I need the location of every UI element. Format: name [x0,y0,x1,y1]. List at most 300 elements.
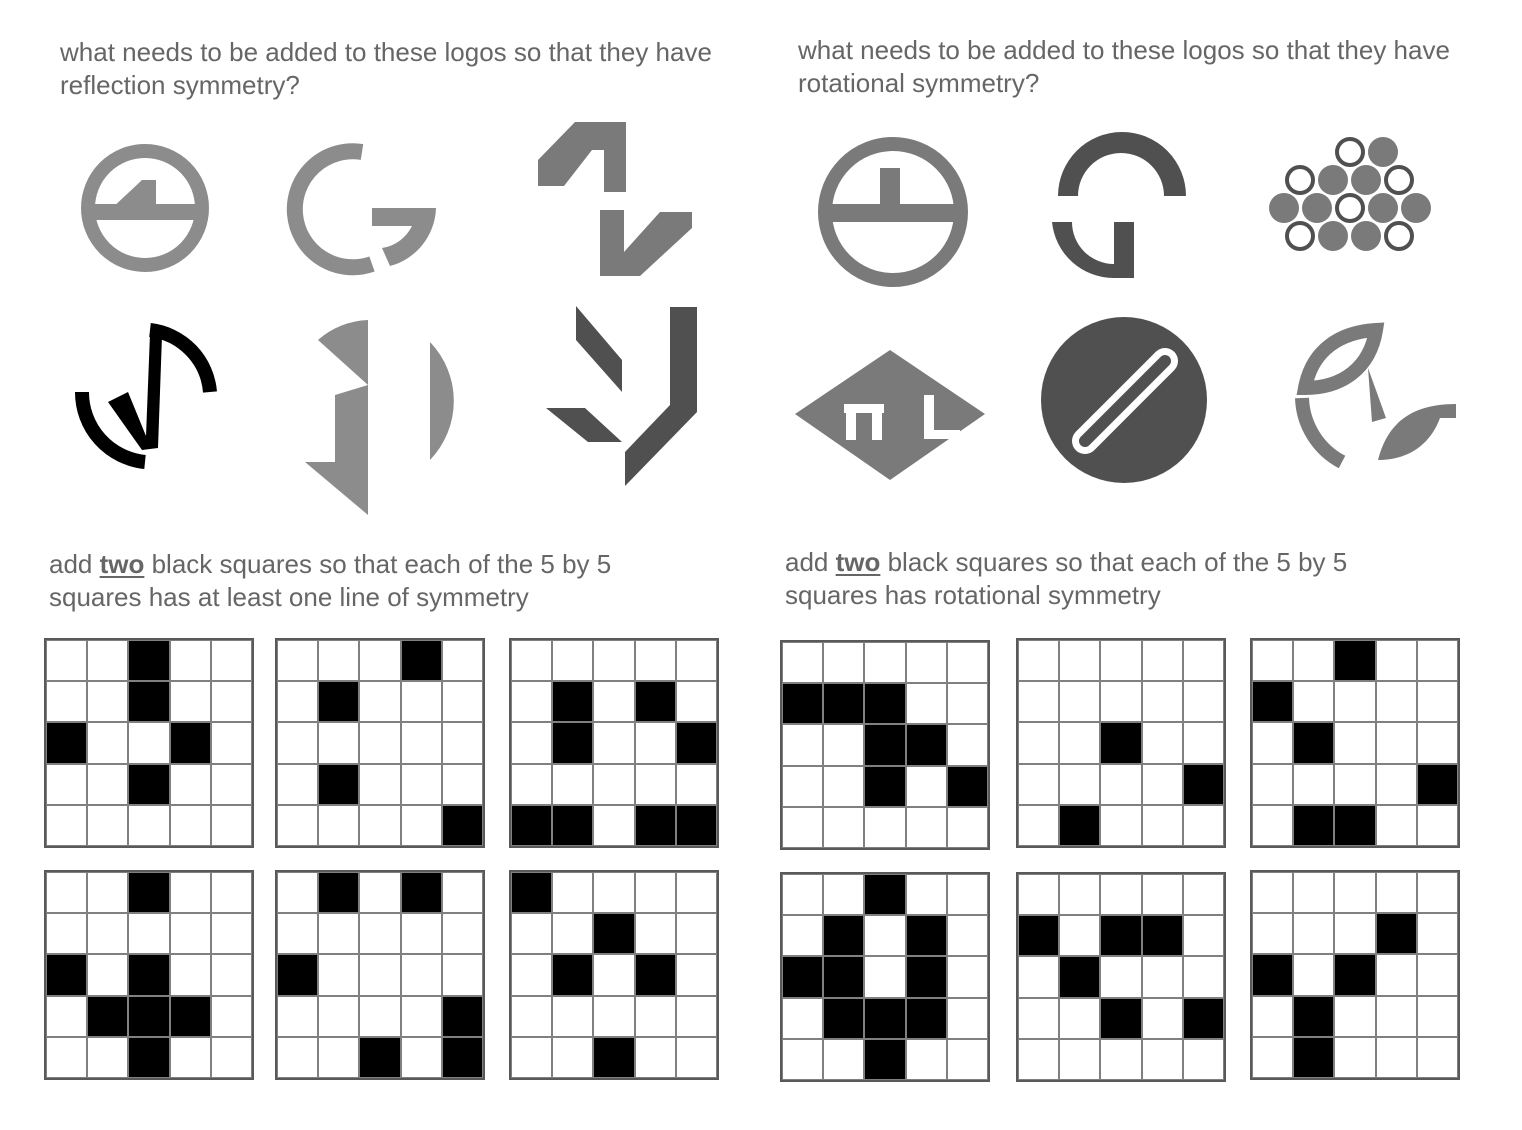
grid-cell-white[interactable] [947,807,988,848]
grid-cell-black[interactable] [442,996,483,1037]
grid-cell-white[interactable] [676,764,717,805]
grid-cell-white[interactable] [1100,681,1141,722]
grid-cell-white[interactable] [906,766,947,807]
grid-cell-white[interactable] [1059,764,1100,805]
grid-cell-white[interactable] [552,872,593,913]
grid-cell-white[interactable] [170,640,211,681]
grid-cell-white[interactable] [1293,640,1334,681]
grid-cell-white[interactable] [1417,722,1458,763]
grid-cell-white[interactable] [46,681,87,722]
grid-cell-white[interactable] [782,724,823,765]
grid-cell-white[interactable] [1252,764,1293,805]
grid-line-1[interactable] [44,638,254,848]
grid-cell-white[interactable] [318,722,359,763]
grid-cell-black[interactable] [593,913,634,954]
grid-cell-white[interactable] [906,1039,947,1080]
grid-cell-white[interactable] [1417,872,1458,913]
grid-cell-black[interactable] [823,915,864,956]
grid-cell-black[interactable] [1376,913,1417,954]
grid-cell-white[interactable] [318,954,359,995]
grid-cell-black[interactable] [635,681,676,722]
grid-line-4[interactable] [44,870,254,1080]
grid-cell-white[interactable] [947,683,988,724]
grid-cell-white[interactable] [128,722,169,763]
grid-cell-white[interactable] [211,681,252,722]
grid-cell-black[interactable] [906,998,947,1039]
grid-cell-white[interactable] [552,1037,593,1078]
grid-cell-white[interactable] [277,1037,318,1078]
grid-cell-white[interactable] [1059,874,1100,915]
grid-cell-white[interactable] [277,764,318,805]
grid-cell-white[interactable] [1018,805,1059,846]
grid-cell-white[interactable] [401,805,442,846]
grid-cell-white[interactable] [1334,722,1375,763]
grid-cell-white[interactable] [401,764,442,805]
grid-cell-white[interactable] [211,954,252,995]
grid-cell-white[interactable] [401,954,442,995]
grid-cell-white[interactable] [170,954,211,995]
grid-cell-black[interactable] [552,681,593,722]
grid-cell-white[interactable] [277,996,318,1037]
grid-cell-white[interactable] [87,872,128,913]
grid-cell-black[interactable] [442,1037,483,1078]
grid-cell-white[interactable] [211,913,252,954]
grid-cell-white[interactable] [87,764,128,805]
grid-cell-white[interactable] [1100,956,1141,997]
grid-cell-white[interactable] [87,640,128,681]
grid-cell-white[interactable] [1252,722,1293,763]
grid-cell-white[interactable] [511,913,552,954]
grid-rot-5[interactable] [1016,872,1226,1082]
grid-cell-white[interactable] [442,913,483,954]
grid-cell-white[interactable] [46,913,87,954]
grid-cell-black[interactable] [1293,722,1334,763]
grid-cell-white[interactable] [1142,640,1183,681]
grid-cell-white[interactable] [1252,996,1293,1037]
grid-cell-white[interactable] [511,722,552,763]
grid-cell-white[interactable] [1376,872,1417,913]
grid-cell-white[interactable] [676,872,717,913]
grid-cell-white[interactable] [906,642,947,683]
grid-cell-white[interactable] [359,872,400,913]
grid-cell-black[interactable] [635,954,676,995]
grid-cell-black[interactable] [1018,915,1059,956]
grid-line-2[interactable] [275,638,485,848]
grid-cell-white[interactable] [635,996,676,1037]
grid-cell-black[interactable] [676,805,717,846]
grid-cell-black[interactable] [1417,764,1458,805]
grid-cell-black[interactable] [1100,998,1141,1039]
grid-cell-black[interactable] [864,998,905,1039]
grid-rot-6[interactable] [1250,870,1460,1080]
grid-cell-black[interactable] [128,872,169,913]
grid-cell-black[interactable] [1059,805,1100,846]
grid-cell-white[interactable] [864,956,905,997]
grid-cell-white[interactable] [1059,1039,1100,1080]
grid-cell-black[interactable] [1059,956,1100,997]
grid-cell-black[interactable] [87,996,128,1037]
grid-cell-white[interactable] [1183,1039,1224,1080]
grid-cell-white[interactable] [359,722,400,763]
grid-cell-black[interactable] [128,681,169,722]
grid-cell-white[interactable] [1100,874,1141,915]
grid-cell-white[interactable] [593,640,634,681]
grid-cell-white[interactable] [864,807,905,848]
grid-cell-white[interactable] [87,1037,128,1078]
grid-cell-black[interactable] [906,915,947,956]
grid-cell-white[interactable] [1142,1039,1183,1080]
grid-cell-black[interactable] [318,764,359,805]
grid-cell-white[interactable] [1142,998,1183,1039]
grid-cell-white[interactable] [401,1037,442,1078]
grid-cell-white[interactable] [1334,1037,1375,1078]
grid-cell-white[interactable] [1059,998,1100,1039]
grid-cell-white[interactable] [676,954,717,995]
grid-cell-black[interactable] [947,766,988,807]
grid-cell-white[interactable] [552,913,593,954]
grid-cell-black[interactable] [1293,805,1334,846]
grid-cell-white[interactable] [1142,874,1183,915]
grid-cell-white[interactable] [170,681,211,722]
grid-cell-white[interactable] [1376,722,1417,763]
grid-cell-white[interactable] [1252,805,1293,846]
grid-cell-black[interactable] [782,956,823,997]
grid-cell-white[interactable] [170,1037,211,1078]
grid-cell-white[interactable] [823,807,864,848]
grid-cell-white[interactable] [1059,640,1100,681]
grid-cell-white[interactable] [87,722,128,763]
grid-cell-white[interactable] [1100,1039,1141,1080]
grid-cell-white[interactable] [1183,722,1224,763]
grid-cell-black[interactable] [442,805,483,846]
grid-cell-white[interactable] [1018,640,1059,681]
grid-cell-white[interactable] [1417,640,1458,681]
grid-cell-white[interactable] [1252,1037,1293,1078]
grid-cell-black[interactable] [782,683,823,724]
grid-cell-white[interactable] [442,722,483,763]
grid-cell-white[interactable] [552,640,593,681]
grid-rot-4[interactable] [780,872,990,1082]
grid-cell-white[interactable] [782,1039,823,1080]
grid-cell-white[interactable] [1142,722,1183,763]
grid-cell-white[interactable] [277,805,318,846]
grid-cell-white[interactable] [1334,996,1375,1037]
grid-cell-black[interactable] [1252,954,1293,995]
grid-cell-white[interactable] [401,681,442,722]
grid-cell-white[interactable] [1142,681,1183,722]
grid-cell-white[interactable] [1334,913,1375,954]
grid-cell-black[interactable] [593,1037,634,1078]
grid-cell-black[interactable] [864,724,905,765]
grid-cell-white[interactable] [1100,640,1141,681]
grid-cell-white[interactable] [1376,996,1417,1037]
grid-cell-white[interactable] [1334,764,1375,805]
grid-cell-black[interactable] [1293,996,1334,1037]
grid-cell-black[interactable] [552,805,593,846]
grid-cell-white[interactable] [442,764,483,805]
grid-cell-white[interactable] [1293,681,1334,722]
grid-cell-black[interactable] [635,805,676,846]
grid-cell-black[interactable] [1334,805,1375,846]
grid-cell-white[interactable] [442,681,483,722]
grid-cell-white[interactable] [552,764,593,805]
grid-cell-white[interactable] [1142,764,1183,805]
grid-cell-white[interactable] [593,681,634,722]
grid-cell-white[interactable] [1059,681,1100,722]
grid-cell-white[interactable] [46,805,87,846]
grid-cell-black[interactable] [128,640,169,681]
grid-cell-white[interactable] [87,805,128,846]
grid-cell-white[interactable] [947,724,988,765]
grid-cell-white[interactable] [277,640,318,681]
grid-cell-white[interactable] [211,872,252,913]
grid-cell-white[interactable] [170,872,211,913]
grid-cell-white[interactable] [1417,1037,1458,1078]
grid-cell-white[interactable] [864,642,905,683]
grid-cell-white[interactable] [359,764,400,805]
grid-cell-white[interactable] [46,640,87,681]
grid-cell-white[interactable] [1376,640,1417,681]
grid-cell-white[interactable] [676,913,717,954]
grid-cell-white[interactable] [635,764,676,805]
grid-cell-white[interactable] [359,805,400,846]
grid-cell-white[interactable] [277,913,318,954]
grid-cell-white[interactable] [46,996,87,1037]
grid-cell-white[interactable] [906,874,947,915]
grid-cell-white[interactable] [947,642,988,683]
grid-cell-black[interactable] [552,954,593,995]
grid-cell-white[interactable] [87,913,128,954]
grid-cell-white[interactable] [318,640,359,681]
grid-cell-white[interactable] [1183,640,1224,681]
grid-cell-white[interactable] [359,954,400,995]
grid-cell-white[interactable] [947,998,988,1039]
grid-cell-white[interactable] [211,1037,252,1078]
grid-cell-white[interactable] [46,1037,87,1078]
grid-cell-white[interactable] [87,954,128,995]
grid-cell-white[interactable] [401,722,442,763]
grid-cell-white[interactable] [947,874,988,915]
grid-cell-white[interactable] [211,805,252,846]
grid-cell-white[interactable] [1142,956,1183,997]
grid-cell-white[interactable] [318,996,359,1037]
grid-cell-white[interactable] [1252,640,1293,681]
grid-cell-black[interactable] [1142,915,1183,956]
grid-cell-white[interactable] [906,683,947,724]
grid-cell-white[interactable] [442,872,483,913]
grid-cell-white[interactable] [1018,1039,1059,1080]
grid-cell-white[interactable] [318,1037,359,1078]
grid-cell-white[interactable] [1417,954,1458,995]
grid-cell-white[interactable] [1293,764,1334,805]
grid-rot-2[interactable] [1016,638,1226,848]
grid-cell-white[interactable] [782,874,823,915]
grid-cell-white[interactable] [823,724,864,765]
grid-cell-white[interactable] [1018,874,1059,915]
grid-cell-white[interactable] [782,766,823,807]
grid-cell-white[interactable] [359,996,400,1037]
grid-cell-black[interactable] [318,681,359,722]
grid-cell-white[interactable] [635,913,676,954]
grid-cell-white[interactable] [593,722,634,763]
grid-line-6[interactable] [509,870,719,1080]
grid-cell-white[interactable] [318,913,359,954]
grid-cell-white[interactable] [511,681,552,722]
grid-cell-white[interactable] [46,764,87,805]
grid-cell-white[interactable] [511,996,552,1037]
grid-cell-black[interactable] [1252,681,1293,722]
grid-cell-white[interactable] [1183,956,1224,997]
grid-rot-1[interactable] [780,640,990,850]
grid-cell-white[interactable] [1100,805,1141,846]
grid-cell-black[interactable] [1293,1037,1334,1078]
grid-cell-black[interactable] [128,954,169,995]
grid-cell-white[interactable] [1018,998,1059,1039]
grid-cell-black[interactable] [823,998,864,1039]
grid-cell-black[interactable] [823,683,864,724]
grid-cell-white[interactable] [1100,764,1141,805]
grid-cell-black[interactable] [676,722,717,763]
grid-cell-white[interactable] [211,764,252,805]
grid-cell-black[interactable] [170,722,211,763]
grid-cell-white[interactable] [593,805,634,846]
grid-cell-white[interactable] [823,766,864,807]
grid-cell-white[interactable] [1376,681,1417,722]
grid-line-5[interactable] [275,870,485,1080]
grid-cell-black[interactable] [401,640,442,681]
grid-cell-white[interactable] [947,956,988,997]
grid-cell-black[interactable] [1334,640,1375,681]
grid-cell-white[interactable] [511,954,552,995]
grid-cell-black[interactable] [359,1037,400,1078]
grid-cell-white[interactable] [511,640,552,681]
grid-cell-black[interactable] [277,954,318,995]
grid-cell-white[interactable] [593,954,634,995]
grid-cell-black[interactable] [128,764,169,805]
grid-cell-white[interactable] [1376,805,1417,846]
grid-cell-white[interactable] [782,642,823,683]
grid-cell-black[interactable] [128,996,169,1037]
grid-cell-white[interactable] [593,996,634,1037]
grid-cell-white[interactable] [359,681,400,722]
grid-cell-white[interactable] [782,807,823,848]
grid-rot-3[interactable] [1250,638,1460,848]
grid-cell-white[interactable] [1334,872,1375,913]
grid-cell-white[interactable] [1183,915,1224,956]
grid-cell-black[interactable] [906,724,947,765]
grid-cell-black[interactable] [46,954,87,995]
grid-cell-white[interactable] [635,1037,676,1078]
grid-cell-white[interactable] [128,805,169,846]
grid-cell-white[interactable] [1252,913,1293,954]
grid-cell-white[interactable] [906,807,947,848]
grid-cell-white[interactable] [823,1039,864,1080]
grid-cell-white[interactable] [359,640,400,681]
grid-cell-black[interactable] [170,996,211,1037]
grid-cell-white[interactable] [277,872,318,913]
grid-cell-white[interactable] [1018,956,1059,997]
grid-cell-white[interactable] [87,681,128,722]
grid-cell-white[interactable] [1183,681,1224,722]
grid-cell-white[interactable] [401,996,442,1037]
grid-cell-black[interactable] [401,872,442,913]
grid-cell-white[interactable] [1376,954,1417,995]
grid-cell-black[interactable] [128,1037,169,1078]
grid-cell-black[interactable] [906,956,947,997]
grid-cell-white[interactable] [947,915,988,956]
grid-cell-white[interactable] [1417,681,1458,722]
grid-cell-white[interactable] [1252,872,1293,913]
grid-cell-black[interactable] [1334,954,1375,995]
grid-cell-black[interactable] [552,722,593,763]
grid-cell-white[interactable] [1018,681,1059,722]
grid-cell-white[interactable] [947,1039,988,1080]
grid-cell-white[interactable] [1059,722,1100,763]
grid-cell-white[interactable] [1018,764,1059,805]
grid-cell-black[interactable] [46,722,87,763]
grid-cell-white[interactable] [211,996,252,1037]
grid-cell-white[interactable] [676,640,717,681]
grid-cell-white[interactable] [211,722,252,763]
grid-cell-black[interactable] [1183,998,1224,1039]
grid-cell-white[interactable] [170,764,211,805]
grid-cell-white[interactable] [211,640,252,681]
grid-cell-white[interactable] [823,642,864,683]
grid-cell-white[interactable] [128,913,169,954]
grid-cell-black[interactable] [1100,722,1141,763]
grid-cell-white[interactable] [823,874,864,915]
grid-cell-white[interactable] [318,805,359,846]
grid-cell-white[interactable] [782,998,823,1039]
grid-cell-white[interactable] [1417,913,1458,954]
grid-cell-white[interactable] [1293,913,1334,954]
grid-cell-black[interactable] [511,805,552,846]
grid-cell-white[interactable] [1293,872,1334,913]
grid-cell-white[interactable] [676,1037,717,1078]
grid-cell-white[interactable] [170,913,211,954]
grid-cell-white[interactable] [635,872,676,913]
grid-cell-white[interactable] [1417,996,1458,1037]
grid-cell-white[interactable] [442,954,483,995]
grid-cell-white[interactable] [170,805,211,846]
grid-cell-white[interactable] [1376,1037,1417,1078]
grid-cell-white[interactable] [511,764,552,805]
grid-cell-white[interactable] [46,872,87,913]
grid-cell-white[interactable] [593,764,634,805]
grid-cell-white[interactable] [676,681,717,722]
grid-cell-white[interactable] [1376,764,1417,805]
grid-cell-white[interactable] [1018,722,1059,763]
grid-cell-white[interactable] [1142,805,1183,846]
grid-cell-white[interactable] [1417,805,1458,846]
grid-cell-white[interactable] [1183,874,1224,915]
grid-cell-black[interactable] [511,872,552,913]
grid-cell-white[interactable] [782,915,823,956]
grid-cell-white[interactable] [864,915,905,956]
grid-cell-white[interactable] [552,996,593,1037]
grid-cell-black[interactable] [864,1039,905,1080]
grid-cell-white[interactable] [1059,915,1100,956]
grid-cell-black[interactable] [318,872,359,913]
grid-cell-black[interactable] [864,766,905,807]
grid-cell-white[interactable] [277,722,318,763]
grid-cell-black[interactable] [1100,915,1141,956]
grid-cell-black[interactable] [864,874,905,915]
grid-cell-white[interactable] [401,913,442,954]
grid-cell-black[interactable] [864,683,905,724]
grid-cell-white[interactable] [635,722,676,763]
grid-cell-white[interactable] [635,640,676,681]
